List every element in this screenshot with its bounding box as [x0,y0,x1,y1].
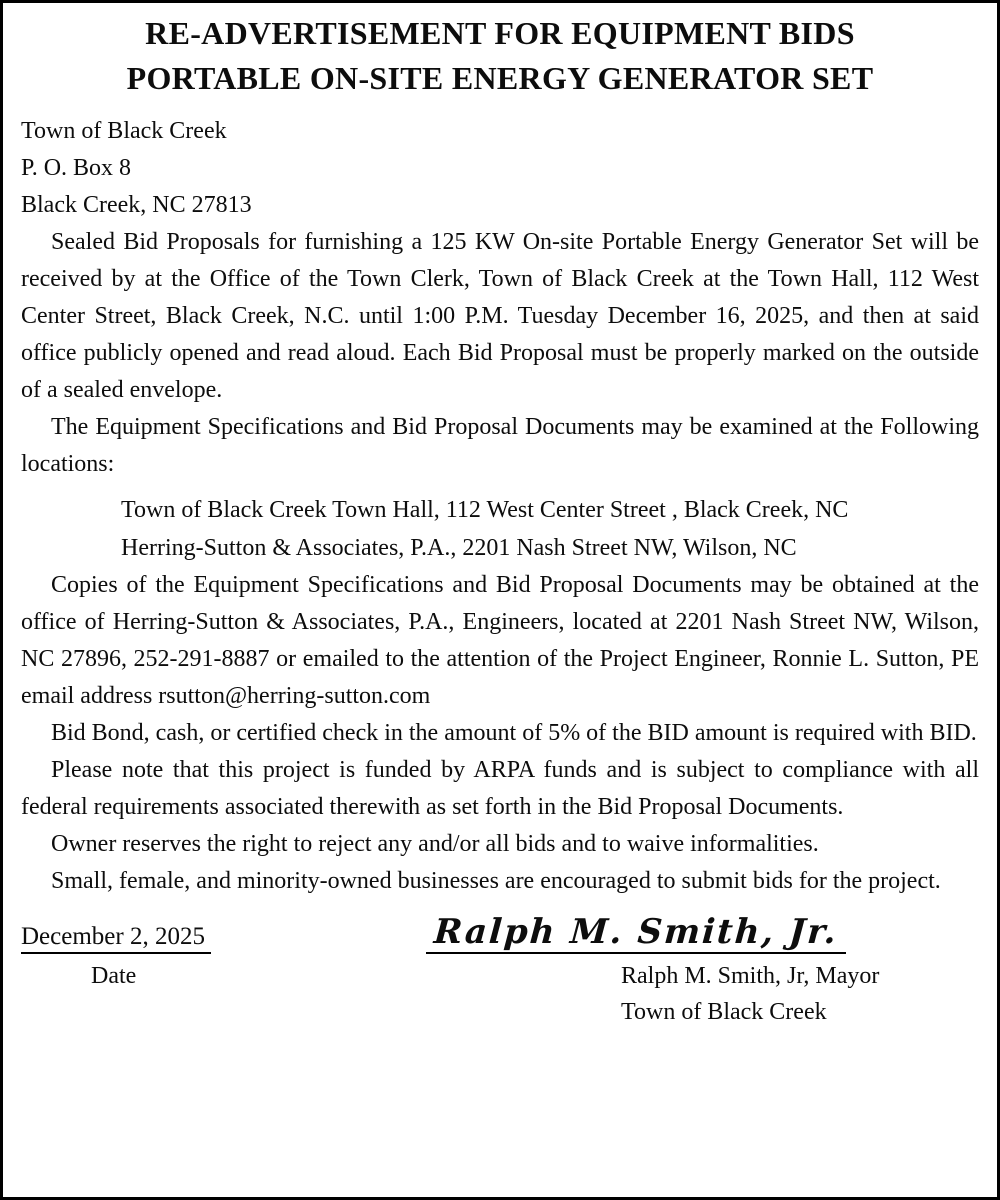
location-line-town-hall: Town of Black Creek Town Hall, 112 West Center Street , Black Creek, NC [121,497,849,523]
paragraph-owner-reserves: Owner reserves the right to reject any and/or all bids and to waive informalities. [51,831,819,857]
paragraph-minority-businesses: Small, female, and minority-owned businesses are encouraged to submit bids for the project. [51,868,941,894]
location-line-herring-sutton: Herring-Sutton & Associates, P.A., 2201 Nash Street NW, Wilson, NC [121,535,797,561]
signer-name: Ralph M. Smith, Jr, Mayor [621,963,880,989]
notice-title-line-1: RE-ADVERTISEMENT FOR EQUIPMENT BIDS [145,15,855,51]
paragraph-sealed-bid-proposals: Sealed Bid Proposals for furnishing a 125 KW On-site Portable Energy Generator Set will be received by at the Office of the Town Clerk, Town of Black Creek at the Town Hall, 112 West Center Street, Black Creek, N.C. until 1:00 P.M. Tuesday December 16, 2025, and then at said office publicly opened and read aloud. Each Bid Proposal must be properly marked on the outside of a sealed envelope. [21,229,979,403]
date-signature-line [21,908,211,954]
date-value: December 2, 2025 [21,923,205,950]
address-line-po-box: P. O. Box 8 [21,155,132,181]
paragraph-bid-bond: Bid Bond, cash, or certified check in the amount of 5% of the BID amount is required with BID. [51,720,977,746]
signature-block [21,908,979,1030]
paragraph-arpa-funds: Please note that this project is funded by ARPA funds and is subject to compliance with all federal requirements associated therewith as set forth in the Bid Proposal Documents. [21,757,979,820]
signature-name-column [426,908,879,1030]
locations-block [121,491,979,567]
address-line-org: Town of Black Creek [21,118,227,144]
mayor-handwritten-signature: Ralph M. Smith, Jr. [432,912,840,952]
mayor-signature-line [426,908,846,954]
address-block [21,113,979,224]
signer-organization: Town of Black Creek [621,999,827,1025]
date-label: Date [91,963,137,989]
paragraph-copies-obtained: Copies of the Equipment Specifications and Bid Proposal Documents may be obtained at the office of Herring-Sutton & Associates, P.A., Engineers, located at 2201 Nash Street NW, Wilson, NC 27896, 252-291-8887 or emailed to the attention of the Project Engineer, Ronnie L. Sutton, PE email address rsutton@herring-sutton.com [21,572,979,709]
paragraph-documents-examined: The Equipment Specifications and Bid Proposal Documents may be examined at the Following locations: [21,414,979,477]
address-line-city: Black Creek, NC 27813 [21,192,252,218]
signature-date-column [21,908,426,1030]
notice-title-line-2: PORTABLE ON-SITE ENERGY GENERATOR SET [126,60,874,96]
